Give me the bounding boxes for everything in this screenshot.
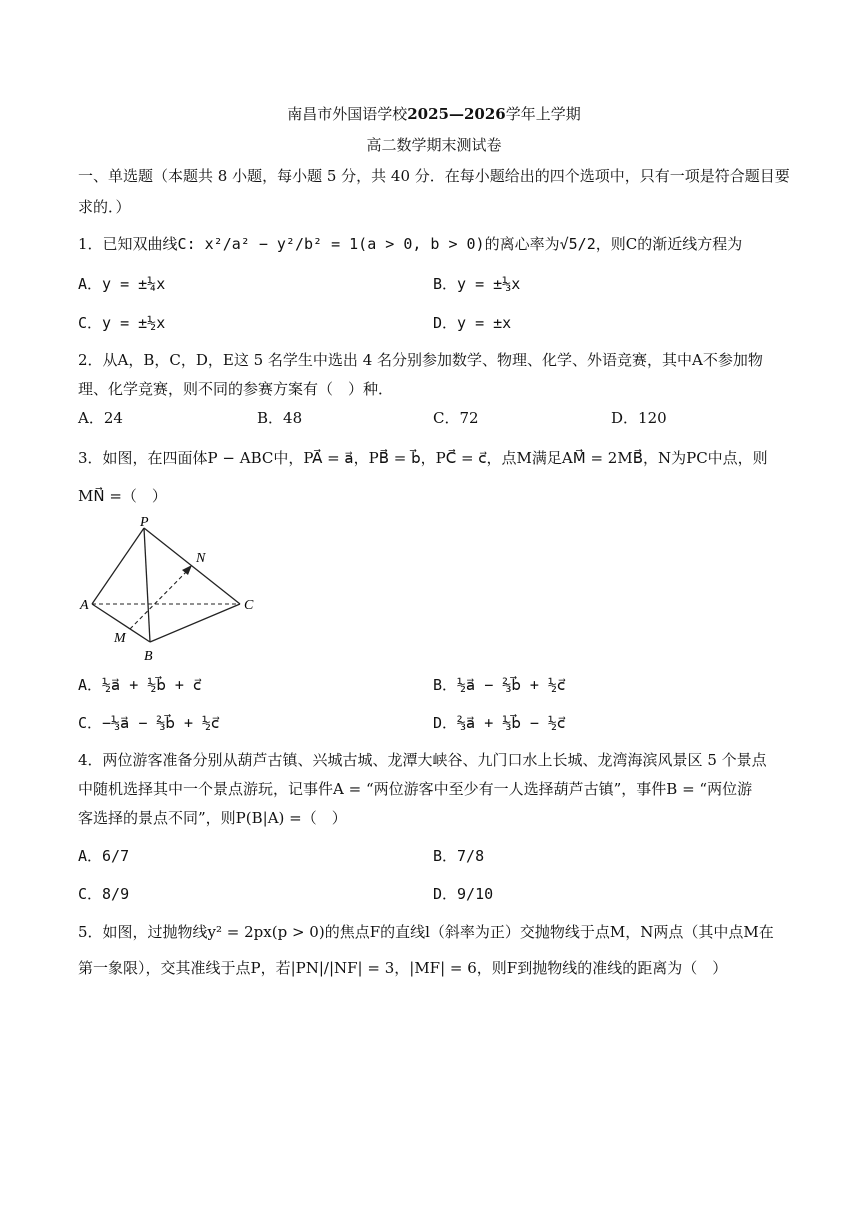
q1-stem-text: 1．已知双曲线 (78, 235, 178, 253)
edge-pc (144, 528, 240, 604)
q1-stem-text2: 的离心率为 (484, 235, 560, 253)
q3-stem-line1: 3．如图，在四面体P − ABC中，PA⃗ = a⃗，PB⃗ = b⃗，PC⃗ = c⃗，点M满足AM⃗ = 2MB⃗，N为PC中点，则 (78, 449, 768, 467)
q5-stem-line1: 5．如图，过抛物线y² = 2px(p > 0)的焦点F的直线l（斜率为正）交抛物线于点M，N两点（其中点M在 (78, 923, 774, 941)
q4-option-c[interactable]: C．8/9 (78, 885, 130, 903)
q2-option-b[interactable]: B．48 (257, 409, 303, 427)
q2-option-a[interactable]: A．24 (78, 409, 123, 427)
section-header-line2: 求的．） (78, 198, 131, 216)
q4-stem-line2: 中随机选择其中一个景点游玩，记事件A = “两位游客中至少有一人选择葫芦古镇”，事件B = “两位游 (78, 780, 753, 798)
label-b: B (144, 649, 153, 662)
label-a: A (80, 598, 89, 613)
q1-option-d[interactable]: D．y = ±x (433, 314, 512, 332)
label-n: N (196, 551, 206, 566)
edge-pb (144, 528, 150, 642)
q4-option-a[interactable]: A．6/7 (78, 847, 130, 865)
q4-option-b[interactable]: B．7/8 (433, 847, 485, 865)
q1-hyperbola-equation: C: x²/a² − y²/b² = 1(a > 0, b > 0) (177, 235, 485, 253)
q4-option-d[interactable]: D．9/10 (433, 885, 494, 903)
section-header-line1: 一、单选题（本题共 8 小题，每小题 5 分，共 40 分．在每小题给出的四个选项中，只有一项是符合题目要 (78, 167, 790, 185)
label-p: P (140, 515, 149, 530)
q1-stem-text3: ，则C的渐近线方程为 (595, 235, 743, 253)
q1-stem (78, 234, 742, 254)
label-c: C (244, 598, 254, 613)
q2-stem-line2: 理、化学竞赛，则不同的参赛方案有（ ）种． (78, 380, 394, 398)
q4-stem-line3: 客选择的景点不同”，则P(B|A) =（ ） (78, 809, 347, 827)
vector-mn (130, 568, 190, 629)
q1-option-b[interactable]: B．y = ±⅓x (433, 275, 521, 293)
label-m: M (114, 631, 126, 646)
q2-stem-line1: 2．从A，B，C，D，E这 5 名学生中选出 4 名分别参加数学、物理、化学、外语竞赛，其中A不参加物 (78, 351, 763, 369)
q3-option-a[interactable]: A．½a⃗ + ½b⃗ + c⃗ (78, 676, 202, 694)
q1-option-a[interactable]: A．y = ±¼x (78, 275, 166, 293)
tetrahedron-figure (78, 514, 268, 662)
edge-pa (92, 528, 144, 604)
q3-option-b[interactable]: B．½a⃗ − ⅔b⃗ + ½c⃗ (433, 676, 566, 694)
exam-subtitle: 高二数学期末测试卷 (366, 136, 502, 154)
q5-stem-line2: 第一象限），交其准线于点P，若|PN|/|NF| = 3，|MF| = 6，则F到抛物线的准线的距离为（ ） (78, 959, 728, 977)
q1-option-c[interactable]: C．y = ±½x (78, 314, 166, 332)
exam-title (0, 104, 868, 124)
q3-option-c[interactable]: C．−⅓a⃗ − ⅔b⃗ + ½c⃗ (78, 714, 220, 732)
q1-eccentricity: √5/2 (559, 235, 596, 253)
edge-bc (150, 604, 240, 642)
q2-option-d[interactable]: D．120 (611, 409, 667, 427)
q4-stem-line1: 4．两位游客准备分别从葫芦古镇、兴城古城、龙潭大峡谷、九门口水上长城、龙湾海滨风景区 5 个景点 (78, 751, 767, 769)
vector-mn-arrowhead (182, 565, 192, 575)
title-term: 学年上学期 (505, 105, 581, 123)
title-school: 南昌市外国语学校 (287, 105, 408, 123)
title-year: 2025—2026 (407, 105, 506, 123)
q3-option-d[interactable]: D．⅔a⃗ + ⅓b⃗ − ½c⃗ (433, 714, 566, 732)
q2-option-c[interactable]: C．72 (433, 409, 479, 427)
q3-stem-line2: MN⃗ =（ ） (78, 487, 167, 505)
